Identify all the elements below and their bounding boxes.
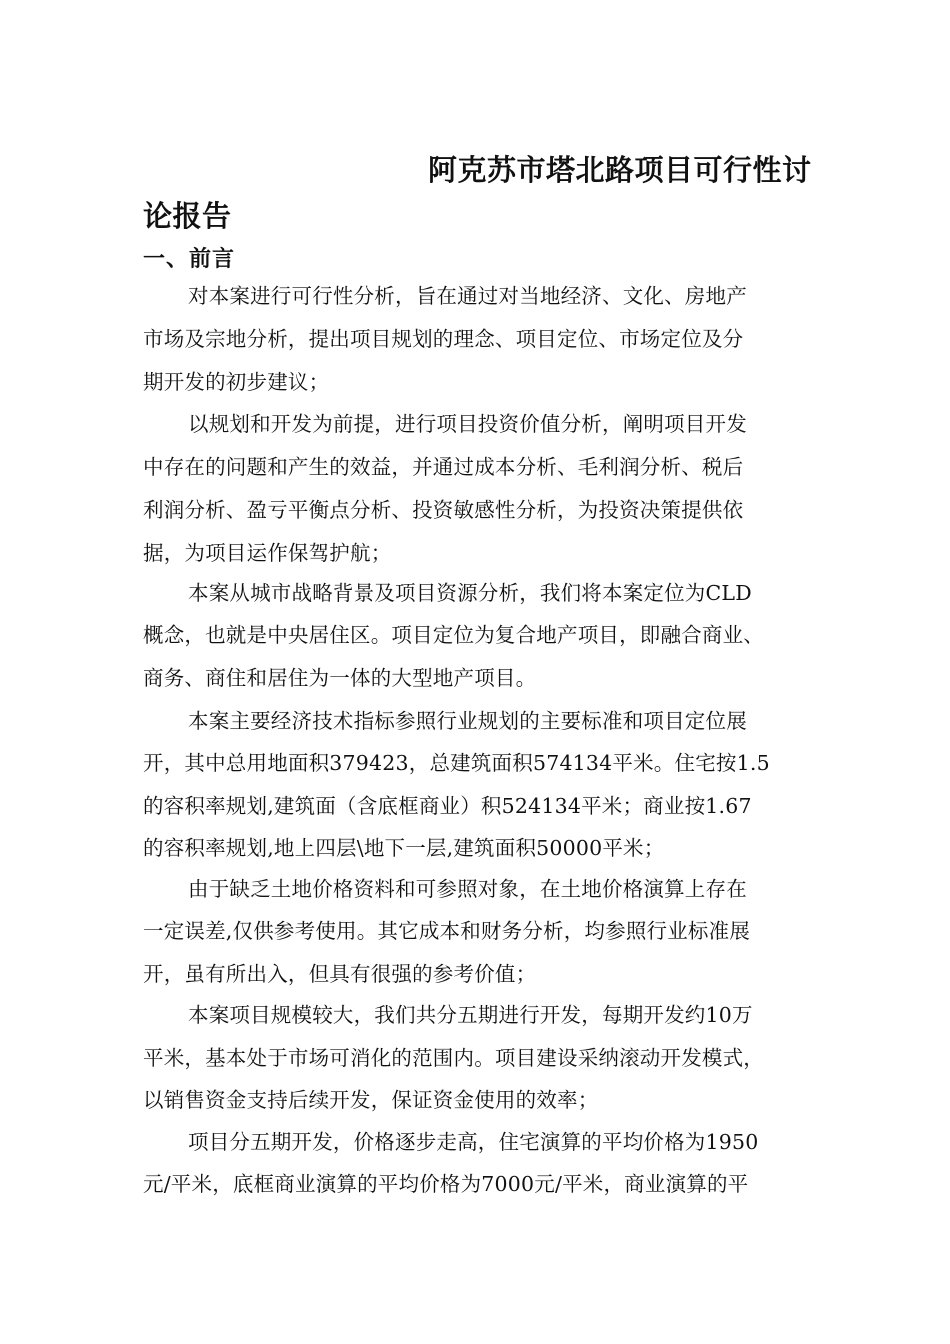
paragraph-line: 利润分析、盈亏平衡点分析、投资敏感性分析，为投资决策提供依	[143, 498, 744, 522]
paragraph-line: 概念，也就是中央居住区。项目定位为复合地产项目，即融合商业、	[143, 623, 764, 647]
paragraph-line: 由于缺乏土地价格资料和可参照对象，在土地价格演算上存在	[188, 877, 747, 901]
paragraph-line: 本案项目规模较大，我们共分五期进行开发，每期开发约10万	[188, 1003, 753, 1027]
paragraph-line: 元/平米，底框商业演算的平均价格为7000元/平米，商业演算的平	[143, 1172, 749, 1196]
paragraph-line: 平米，基本处于市场可消化的范围内。项目建设采纳滚动开发模式，	[143, 1046, 764, 1070]
paragraph-line: 一定误差,仅供参考使用。其它成本和财务分析，均参照行业标准展	[143, 919, 751, 943]
paragraph-line: 开，虽有所出入，但具有很强的参考价值；	[143, 962, 537, 986]
paragraph-line: 中存在的问题和产生的效益，并通过成本分析、毛利润分析、税后	[143, 455, 744, 479]
document-title-line-2: 论报告	[143, 199, 232, 233]
paragraph-line: 以规划和开发为前提，进行项目投资价值分析，阐明项目开发	[188, 412, 747, 436]
paragraph-line: 开，其中总用地面积379423，总建筑面积574134平米。住宅按1.5	[143, 751, 770, 775]
section-heading-preface: 一、前言	[143, 246, 236, 272]
paragraph-line: 本案从城市战略背景及项目资源分析，我们将本案定位为CLD	[188, 581, 752, 605]
paragraph-line: 项目分五期开发，价格逐步走高，住宅演算的平均价格为1950	[188, 1130, 759, 1154]
paragraph-line: 期开发的初步建议；	[143, 370, 330, 394]
document-title-line-1: 阿克苏市塔北路项目可行性讨	[428, 153, 812, 187]
paragraph-line: 以销售资金支持后续开发，保证资金使用的效率；	[143, 1088, 599, 1112]
paragraph-line: 对本案进行可行性分析，旨在通过对当地经济、文化、房地产	[188, 284, 747, 308]
paragraph-line: 据，为项目运作保驾护航；	[143, 541, 392, 565]
paragraph-line: 的容积率规划,地上四层\地下一层,建筑面积50000平米；	[143, 836, 665, 860]
paragraph-line: 市场及宗地分析，提出项目规划的理念、项目定位、市场定位及分	[143, 327, 744, 351]
paragraph-line: 本案主要经济技术指标参照行业规划的主要标准和项目定位展	[188, 709, 747, 733]
paragraph-line: 的容积率规划,建筑面（含底框商业）积524134平米；商业按1.67	[143, 794, 752, 818]
paragraph-line: 商务、商住和居住为一体的大型地产项目。	[143, 666, 537, 690]
